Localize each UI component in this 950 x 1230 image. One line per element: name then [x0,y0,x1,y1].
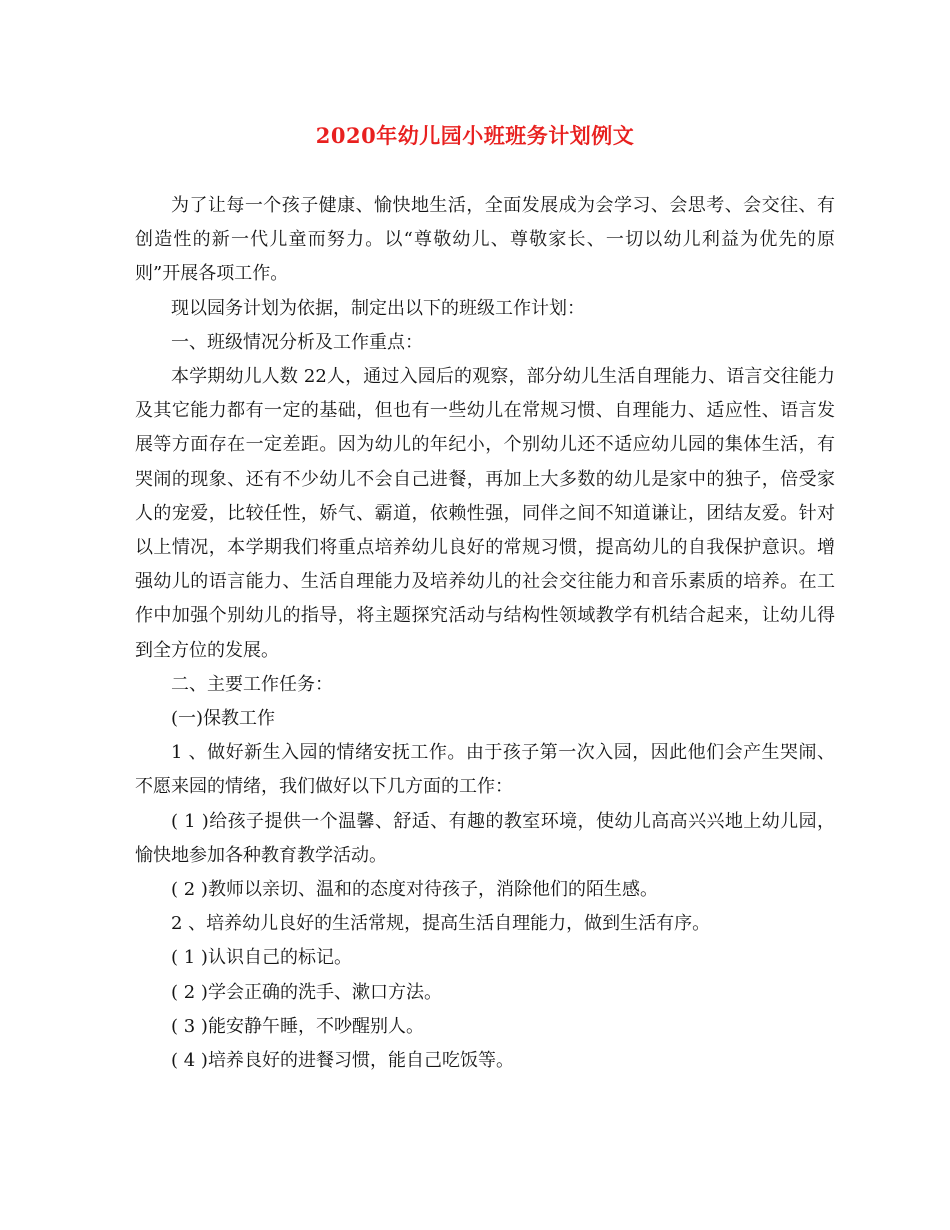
subsection-heading-care-education: (一)保教工作 [171,708,276,730]
section-heading-class-analysis: 一、班级情况分析及工作重点： [171,331,423,353]
paragraph-intro: 为了让每一个孩子健康、愉快地生活，全面发展成为会学习、会思考、会交往、有创造性的新一代儿童而努力。以“尊敬幼儿、尊敬家长、一切以幼儿利益为优先的原则”开展各项工作。 [135,195,835,285]
list-item-2-3: ( 3 )能安静午睡，不吵醒别人。 [171,1015,424,1037]
paragraph-basis: 现以园务计划为依据，制定出以下的班级工作计划： [171,297,585,319]
list-item-1-2: ( 2 )教师以亲切、温和的态度对待孩子，消除他们的陌生感。 [171,879,658,901]
document-title: 2020年幼儿园小班班务计划例文 [315,123,635,148]
list-item-2-2: ( 2 )学会正确的洗手、漱口方法。 [171,981,442,1003]
list-item-1: 1 、做好新生入园的情绪安抚工作。由于孩子第一次入园，因此他们会产生哭闹、不愿来园的情绪，我们做好以下几方面的工作： [135,742,835,798]
list-item-1-1: ( 1 )给孩子提供一个温馨、舒适、有趣的教室环境，使幼儿高高兴兴地上幼儿园，愉快地参加各种教育教学活动。 [135,810,835,866]
list-item-2-1: ( 1 )认识自己的标记。 [171,947,352,969]
section-heading-main-tasks: 二、主要工作任务： [171,673,333,695]
document-body [135,189,835,1078]
list-item-2: 2 、培养幼儿良好的生活常规，提高生活自理能力，做到生活有序。 [171,913,711,935]
paragraph-class-analysis: 本学期幼儿人数 22人，通过入园后的观察，部分幼儿生活自理能力、语言交往能力及其它能力都有一定的基础，但也有一些幼儿在常规习惯、自理能力、适应性、语言发展等方面存在一定差距。因为幼儿的年纪小，个别幼儿还不适应幼儿园的集体生活，有哭闹的现象、还有不少幼儿不会自己进餐，再加上大多数的幼儿是家中的独子，倍受家人的宠爱，比较任性，娇气、霸道，依赖性强，同伴之间不知道谦让，团结友爱。针对以上情况，本学期我们将重点培养幼儿良好的常规习惯，提高幼儿的自我保护意识。增强幼儿的语言能力、生活自理能力及培养幼儿的社会交往能力和音乐素质的培养。在工作中加强个别幼儿的指导，将主题探究活动与结构性领域教学有机结合起来，让幼儿得到全方位的发展。 [135,366,835,661]
list-item-2-4: ( 4 )培养良好的进餐习惯，能自己吃饭等。 [171,1050,514,1072]
